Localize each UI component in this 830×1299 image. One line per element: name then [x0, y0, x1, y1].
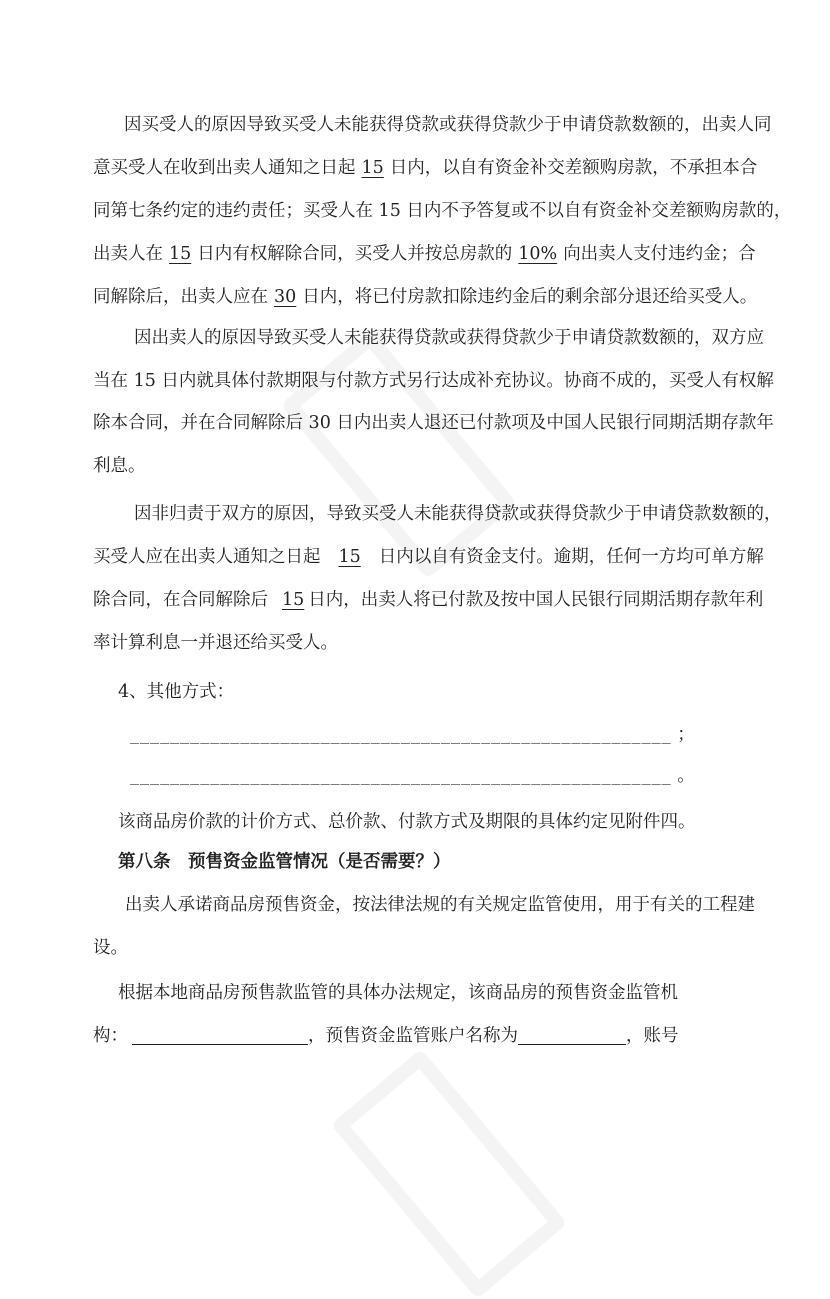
text-line: 设。 [93, 938, 128, 958]
text: 。 [677, 766, 695, 786]
text-line: 因非归责于双方的原因，导致买受人未能获得贷款或获得贷款少于申请贷款数额的， [134, 504, 782, 524]
text: 买受人应在出卖人通知之日起 [93, 547, 321, 567]
text-line [93, 588, 764, 612]
text-line: 出卖人承诺商品房预售资金，按法律法规的有关规定监管使用，用于有关的工程建 [125, 895, 755, 915]
text-line: 根据本地商品房预售款监管的具体办法规定，该商品房的预售资金监管机 [118, 983, 678, 1003]
text: 除合同，在合同解除后 [93, 590, 268, 610]
text: 日内以自有资金支付。逾期，任何一方均可单方解 [378, 547, 764, 567]
blank-line [130, 764, 778, 788]
penalty-percent-field: 10% [518, 244, 558, 264]
days-field: 15 [338, 547, 361, 567]
text: ，预售资金监管账户名称为 [308, 1026, 518, 1046]
text-line: 利息。 [93, 456, 146, 476]
text: 日内，出卖人将已付款及按中国人民银行同期活期存款年利 [308, 590, 764, 610]
supervisory-agency-field [132, 1026, 308, 1045]
dashed-blank: ______________________________________________________ [130, 726, 672, 744]
other-methods-heading: 4、其他方式： [118, 682, 235, 702]
text-line [93, 545, 764, 569]
pricing-note: 该商品房价款的计价方式、总价款、付款方式及期限的具体约定见附件四。 [118, 812, 696, 832]
text-line [93, 1024, 741, 1048]
text: 意买受人在收到出卖人通知之日起 [93, 158, 356, 178]
text-line [93, 156, 758, 180]
days-field: 15 [361, 158, 384, 178]
text-line [93, 242, 756, 266]
blank-line [130, 723, 778, 747]
text: 向出卖人支付违约金；合 [563, 244, 756, 264]
article-8-title: 第八条 预售资金监管情况（是否需要？） [118, 852, 451, 872]
text-line: 率计算利息一并退还给买受人。 [93, 633, 338, 653]
text-line: 当在 15 日内就具体付款期限与付款方式另行达成补充协议。协商不成的，买受人有权解 [93, 371, 774, 391]
days-field: 30 [274, 287, 297, 307]
text: 日内，将已付房款扣除违约金后的剩余部分退还给买受人。 [302, 287, 758, 307]
account-name-field [518, 1026, 626, 1045]
text-line: 除本合同，并在合同解除后 30 日内出卖人退还已付款项及中国人民银行同期活期存款年 [93, 413, 774, 433]
text: 出卖人在 [93, 244, 163, 264]
text: 同解除后，出卖人应在 [93, 287, 268, 307]
text-line: 因买受人的原因导致买受人未能获得贷款或获得贷款少于申请贷款数额的，出卖人同 [124, 115, 772, 135]
dashed-blank: ______________________________________________________ [130, 767, 672, 785]
text: ，账号 [626, 1026, 679, 1046]
text-line: 因出卖人的原因导致买受人未能获得贷款或获得贷款少于申请贷款数额的，双方应 [134, 328, 764, 348]
days-field: 15 [169, 244, 192, 264]
text-line: 同第七条约定的违约责任；买受人在 15 日内不予答复或不以自有资金补交差额购房款的， [93, 201, 792, 221]
text: 构： [93, 1026, 128, 1046]
text: ； [677, 725, 695, 745]
text-line [93, 285, 758, 309]
text: 日内有权解除合同，买受人并按总房款的 [197, 244, 513, 264]
text: 日内，以自有资金补交差额购房款，不承担本合 [389, 158, 758, 178]
days-field: 15 [282, 590, 305, 610]
